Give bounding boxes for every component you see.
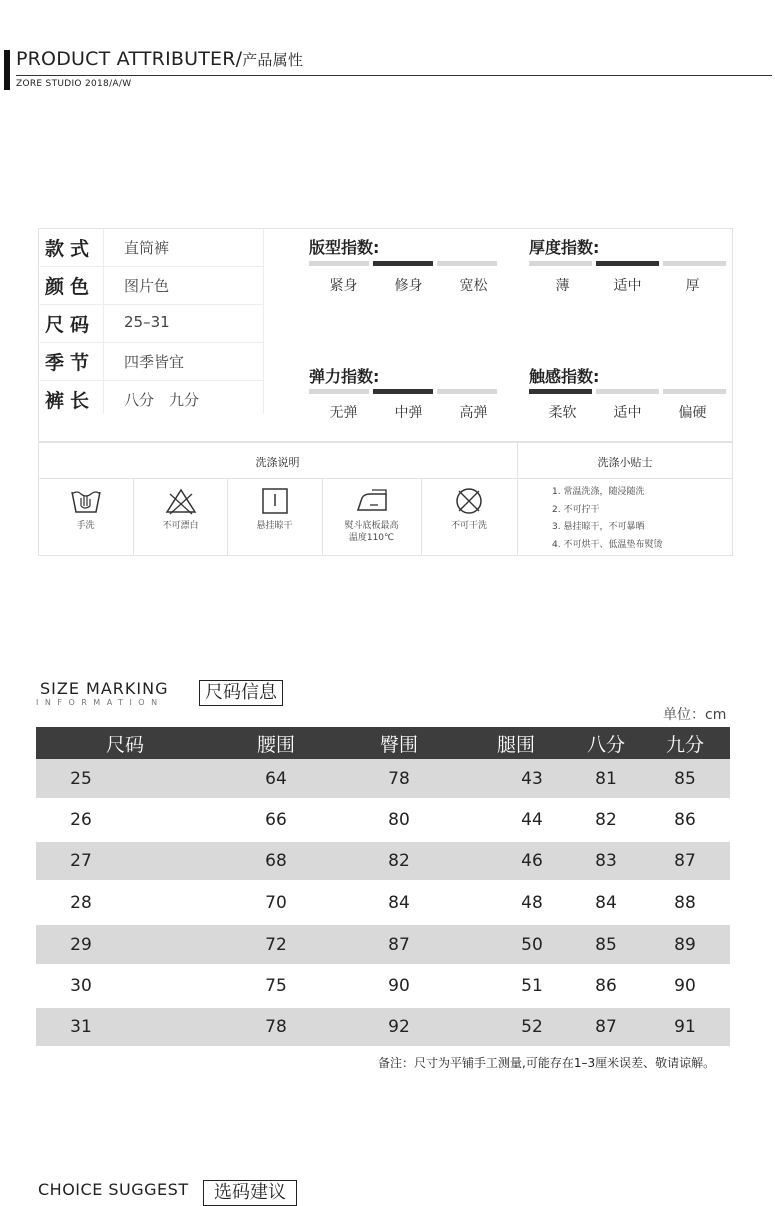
attribute-label: 颜色 [45,276,96,298]
table-cell: 27 [36,842,214,880]
table-cell: 81 [572,759,640,798]
table-cell: 82 [572,798,640,842]
wash-item-no-bleach [133,486,228,532]
index-bar-segment-active [373,389,433,394]
index-bar-segment-active [596,261,659,266]
header-accent-bar [4,50,10,90]
attribute-row-season [38,342,264,381]
index-bar-segment-active [529,389,592,394]
choice-section-title: CHOICE SUGGEST [38,1180,189,1199]
attribute-label: 款式 [45,238,96,260]
table-cell: 46 [460,842,572,880]
attribute-value: 四季皆宜 [124,353,185,371]
attribute-value: 八分 九分 [124,391,200,409]
index-option: 偏硬 [678,405,707,421]
size-note: 备注：尺寸为平铺手工测量,可能存在1–3厘米误差、敬请谅解。 [378,1056,716,1070]
index-option: 无弹 [329,405,358,421]
wash-item-label: 手洗 [76,521,95,531]
table-cell: 51 [460,964,572,1008]
wash-instructions-title: 洗涤说明 [255,456,300,469]
column-header: 尺码 [36,727,214,759]
table-cell: 29 [36,925,214,964]
choice-section-title-cn: 选码建议 [203,1180,297,1206]
hand-wash-icon [69,486,103,516]
thickness-index-bars [529,261,726,266]
table-cell: 83 [572,842,640,880]
table-cell: 30 [36,964,214,1008]
page-title-en: PRODUCT ATTRIBUTER/ [16,48,243,70]
table-cell: 91 [640,1008,730,1046]
table-cell: 26 [36,798,214,842]
table-cell: 85 [572,925,640,964]
attribute-row-length [38,380,264,418]
wash-item-iron [322,486,421,544]
fit-index-bars [309,261,497,266]
wash-tips-list [552,484,662,554]
elasticity-index-bars [309,389,497,394]
table-cell: 86 [640,798,730,842]
wash-item-label: 不可漂白 [162,521,199,531]
table-cell: 78 [338,759,460,798]
size-table-header [36,727,730,759]
column-header: 九分 [640,727,730,759]
table-cell: 86 [572,964,640,1008]
column-header: 八分 [572,727,640,759]
column-header: 腿围 [460,727,572,759]
wash-item-label-line: 温度110℃ [348,533,395,543]
table-cell: 87 [572,1008,640,1046]
table-cell: 25 [36,759,214,798]
attribute-label: 裤长 [45,390,96,412]
wash-item-label: 不可干洗 [450,521,487,531]
wash-tip: 2. 不可拧干 [552,504,600,515]
index-option: 柔软 [548,405,577,421]
index-option: 适中 [613,405,642,421]
table-cell: 87 [338,925,460,964]
wash-tips-title: 洗涤小贴士 [597,456,653,469]
table-row [36,759,730,798]
index-option: 厚 [685,278,700,294]
size-table [36,727,730,1046]
table-cell: 28 [36,880,214,925]
table-cell: 68 [214,842,338,880]
table-cell: 84 [338,880,460,925]
elasticity-index-options [311,402,506,422]
wash-tip: 4. 不可烘干、低温垫布熨烫 [552,539,663,550]
index-bar-segment-active [373,261,433,266]
no-dry-clean-icon [452,486,486,516]
fit-index-title: 版型指数: [309,238,380,257]
touch-index-bars [529,389,726,394]
index-bar-segment [663,389,726,394]
table-cell: 80 [338,798,460,842]
wash-item-label: 悬挂晾干 [256,521,293,531]
touch-index-options [530,402,725,422]
table-cell: 50 [460,925,572,964]
size-section-subtitle: INFORMATION [36,698,164,707]
wash-item-no-dry-clean [421,486,517,532]
size-section-title-cn: 尺码信息 [199,680,283,706]
elasticity-index-title: 弹力指数: [309,367,380,386]
index-option: 修身 [394,278,423,294]
wash-tip: 1. 常温洗涤，随浸随洗 [552,487,645,497]
page-subtitle: ZORE STUDIO 2018/A/W [16,79,132,89]
table-cell: 70 [214,880,338,925]
table-cell: 87 [640,842,730,880]
thickness-index-title: 厚度指数: [529,238,600,257]
column-header: 腰围 [214,727,338,759]
table-row [36,925,730,964]
thickness-index-options [530,275,725,295]
table-row [36,798,730,842]
index-bar-segment [596,389,659,394]
table-cell: 66 [214,798,338,842]
hang-dry-icon [258,486,292,516]
table-cell: 78 [214,1008,338,1046]
index-bar-segment [309,389,369,394]
table-cell: 43 [460,759,572,798]
wash-item-label [322,520,421,544]
table-cell: 90 [338,964,460,1008]
index-bar-segment [529,261,592,266]
wash-header-divider [38,478,733,479]
table-cell: 72 [214,925,338,964]
table-cell: 82 [338,842,460,880]
attribute-value: 图片色 [124,277,170,295]
table-cell: 48 [460,880,572,925]
page-title-cn: 产品属性 [242,51,304,69]
table-cell: 84 [572,880,640,925]
index-option: 紧身 [329,278,358,294]
fit-index-options [311,275,506,295]
attribute-row-style [38,228,264,267]
index-option: 薄 [555,278,570,294]
table-cell: 52 [460,1008,572,1046]
table-cell: 64 [214,759,338,798]
column-header: 臀围 [338,727,460,759]
attribute-value: 25–31 [124,313,170,331]
attribute-row-size [38,304,264,343]
table-cell: 75 [214,964,338,1008]
table-cell: 31 [36,1008,214,1046]
index-bar-segment [437,261,497,266]
index-bar-segment [663,261,726,266]
table-cell: 89 [640,925,730,964]
table-cell: 88 [640,880,730,925]
table-cell: 92 [338,1008,460,1046]
wash-tip: 3. 悬挂晾干，不可暴晒 [552,522,645,532]
page-title [16,48,303,70]
header-divider [16,75,772,76]
size-unit-label: 单位：cm [663,707,727,723]
index-option: 中弹 [394,405,423,421]
table-cell: 90 [640,964,730,1008]
table-row [36,964,730,1008]
table-cell: 44 [460,798,572,842]
iron-icon [352,486,392,516]
attribute-value: 直筒裤 [124,239,170,257]
index-bar-segment [309,261,369,266]
table-row [36,842,730,880]
table-cell: 85 [640,759,730,798]
table-row [36,880,730,925]
attribute-label: 尺码 [45,314,96,336]
index-option: 宽松 [459,278,488,294]
index-option: 适中 [613,278,642,294]
attribute-row-color [38,266,264,305]
wash-item-label-line: 熨斗底板最高 [344,521,399,531]
index-option: 高弹 [459,405,488,421]
attribute-label: 季节 [45,352,96,374]
size-section-title: SIZE MARKING [40,679,169,698]
wash-item-hand-wash [38,486,133,532]
index-bar-segment [437,389,497,394]
touch-index-title: 触感指数: [529,367,600,386]
wash-item-hang-dry [227,486,322,532]
table-row [36,1008,730,1046]
no-bleach-icon [164,486,198,516]
